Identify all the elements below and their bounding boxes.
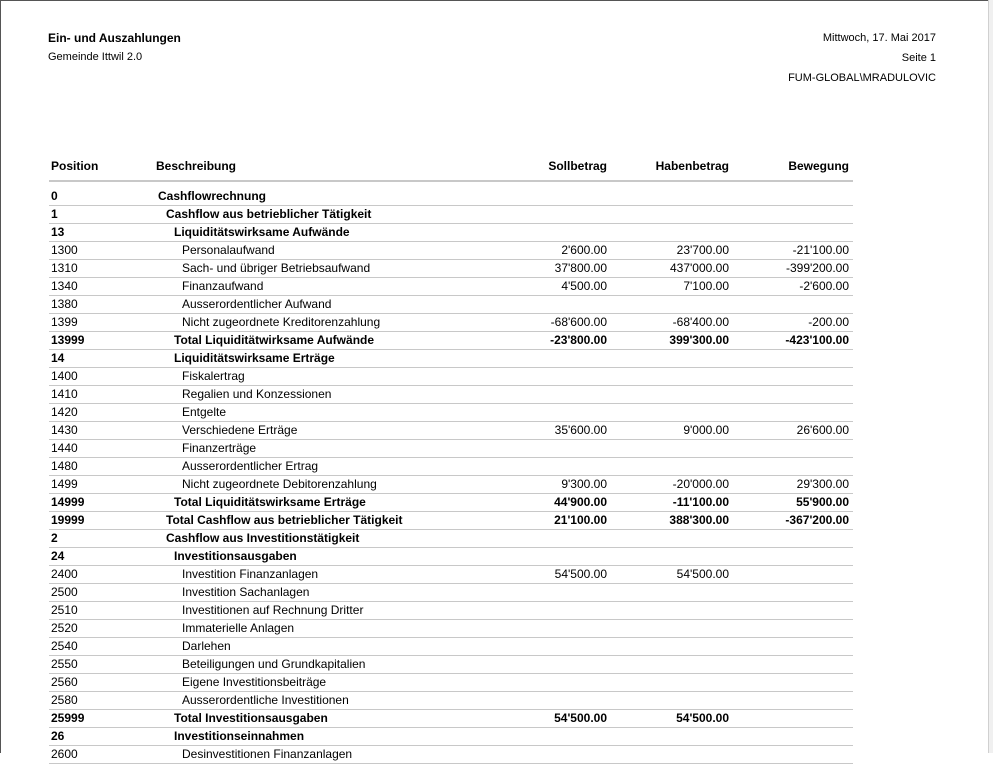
sollbetrag-cell (489, 368, 611, 386)
position-cell: 19999 (49, 512, 154, 530)
position-cell: 14 (49, 350, 154, 368)
table-row (49, 710, 853, 728)
habenbetrag-cell (611, 620, 733, 638)
sollbetrag-cell: 4'500.00 (489, 278, 611, 296)
page-number: Seite 1 (901, 52, 936, 64)
position-cell: 2520 (49, 620, 154, 638)
bewegung-cell (733, 458, 853, 476)
description-text: Fiskalertrag (182, 369, 245, 383)
description-cell (154, 602, 489, 620)
habenbetrag-cell: 9'000.00 (611, 422, 733, 440)
table-row (49, 278, 853, 296)
description-cell (154, 386, 489, 404)
habenbetrag-cell: 54'500.00 (611, 566, 733, 584)
habenbetrag-cell (611, 584, 733, 602)
description-cell (154, 224, 489, 242)
habenbetrag-cell (611, 602, 733, 620)
position-cell: 25999 (49, 710, 154, 728)
bewegung-cell (733, 746, 853, 764)
position-cell: 2550 (49, 656, 154, 674)
description-text: Cashflowrechnung (158, 189, 267, 203)
habenbetrag-cell (611, 530, 733, 548)
table-row (49, 350, 853, 368)
description-text: Total Cashflow aus betrieblicher Tätigkeit (166, 513, 403, 527)
table-body (49, 181, 853, 764)
table-row (49, 620, 853, 638)
habenbetrag-cell (611, 458, 733, 476)
sollbetrag-cell (489, 656, 611, 674)
column-header-sollbetrag: Sollbetrag (489, 151, 611, 181)
description-text: Investition Sachanlagen (182, 585, 310, 599)
habenbetrag-cell: 399'300.00 (611, 332, 733, 350)
description-cell (154, 206, 489, 224)
table-row (49, 692, 853, 710)
table-row (49, 674, 853, 692)
position-cell: 1399 (49, 314, 154, 332)
description-text: Cashflow aus betrieblicher Tätigkeit (166, 207, 372, 221)
position-cell: 0 (49, 188, 154, 206)
table-row (49, 386, 853, 404)
sollbetrag-cell (489, 584, 611, 602)
bewegung-cell (733, 638, 853, 656)
description-cell (154, 620, 489, 638)
description-cell (154, 368, 489, 386)
description-cell (154, 242, 489, 260)
table-row (49, 584, 853, 602)
habenbetrag-cell: -68'400.00 (611, 314, 733, 332)
habenbetrag-cell: 388'300.00 (611, 512, 733, 530)
sollbetrag-cell (489, 692, 611, 710)
position-cell: 24 (49, 548, 154, 566)
position-cell: 2560 (49, 674, 154, 692)
habenbetrag-cell (611, 404, 733, 422)
position-cell: 13999 (49, 332, 154, 350)
description-cell (154, 512, 489, 530)
position-cell: 1310 (49, 260, 154, 278)
table-row (49, 206, 853, 224)
position-cell: 26 (49, 728, 154, 746)
habenbetrag-cell (611, 674, 733, 692)
column-header-beschreibung: Beschreibung (154, 151, 489, 181)
sollbetrag-cell (489, 530, 611, 548)
bewegung-cell (733, 728, 853, 746)
description-cell (154, 566, 489, 584)
description-text: Finanzaufwand (182, 279, 264, 293)
table-row (49, 530, 853, 548)
column-header-habenbetrag: Habenbetrag (611, 151, 733, 181)
sollbetrag-cell (489, 728, 611, 746)
description-text: Total Liquiditätswirksame Erträge (174, 495, 366, 509)
table-row (49, 566, 853, 584)
description-cell (154, 350, 489, 368)
sollbetrag-cell: 2'600.00 (489, 242, 611, 260)
bewegung-cell: -367'200.00 (733, 512, 853, 530)
table-row (49, 746, 853, 764)
bewegung-cell (733, 404, 853, 422)
habenbetrag-cell (611, 692, 733, 710)
habenbetrag-cell (611, 386, 733, 404)
bewegung-cell: -423'100.00 (733, 332, 853, 350)
description-cell (154, 188, 489, 206)
bewegung-cell (733, 224, 853, 242)
description-text: Total Investitionsausgaben (174, 711, 328, 725)
description-cell (154, 530, 489, 548)
table-row (49, 224, 853, 242)
bewegung-cell: -200.00 (733, 314, 853, 332)
report-user: FUM-GLOBAL\MRADULOVIC (788, 72, 936, 84)
bewegung-cell (733, 440, 853, 458)
description-cell (154, 440, 489, 458)
description-text: Ausserordentlicher Ertrag (182, 459, 319, 473)
description-cell (154, 476, 489, 494)
description-text: Finanzerträge (182, 441, 257, 455)
position-cell: 2510 (49, 602, 154, 620)
position-cell: 1420 (49, 404, 154, 422)
report-date: Mittwoch, 17. Mai 2017 (822, 32, 936, 44)
sollbetrag-cell (489, 404, 611, 422)
description-text: Ausserordentlicher Aufwand (182, 297, 332, 311)
table-row (49, 404, 853, 422)
position-cell: 13 (49, 224, 154, 242)
bewegung-cell: -399'200.00 (733, 260, 853, 278)
position-cell: 1410 (49, 386, 154, 404)
description-cell (154, 584, 489, 602)
description-text: Nicht zugeordnete Debitorenzahlung (182, 477, 377, 491)
spacer-cell (49, 181, 853, 188)
description-text: Personalaufwand (182, 243, 275, 257)
position-cell: 2400 (49, 566, 154, 584)
table-row (49, 332, 853, 350)
description-text: Sach- und übriger Betriebsaufwand (182, 261, 371, 275)
sollbetrag-cell (489, 440, 611, 458)
table-row (49, 368, 853, 386)
bewegung-cell (733, 584, 853, 602)
description-text: Liquiditätswirksame Erträge (174, 351, 335, 365)
bewegung-cell (733, 620, 853, 638)
bewegung-cell (733, 692, 853, 710)
sollbetrag-cell: -23'800.00 (489, 332, 611, 350)
report-title: Ein- und Auszahlungen (48, 31, 181, 45)
bewegung-cell (733, 674, 853, 692)
description-cell (154, 332, 489, 350)
sollbetrag-cell: 9'300.00 (489, 476, 611, 494)
position-cell: 1499 (49, 476, 154, 494)
sollbetrag-cell (489, 224, 611, 242)
description-text: Beteiligungen und Grundkapitalien (182, 657, 366, 671)
description-text: Entgelte (182, 405, 227, 419)
sollbetrag-cell (489, 350, 611, 368)
sollbetrag-cell: -68'600.00 (489, 314, 611, 332)
column-header-position: Position (49, 151, 154, 181)
column-header-bewegung: Bewegung (733, 151, 853, 181)
table-row (49, 242, 853, 260)
habenbetrag-cell (611, 206, 733, 224)
description-cell (154, 638, 489, 656)
table-row (49, 422, 853, 440)
position-cell: 2600 (49, 746, 154, 764)
position-cell: 2540 (49, 638, 154, 656)
description-text: Liquiditätswirksame Aufwände (174, 225, 350, 239)
description-cell (154, 296, 489, 314)
description-cell (154, 458, 489, 476)
description-text: Cashflow aus Investitionstätigkeit (166, 531, 360, 545)
position-cell: 14999 (49, 494, 154, 512)
description-cell (154, 278, 489, 296)
report-subtitle: Gemeinde Ittwil 2.0 (48, 51, 143, 63)
bewegung-cell (733, 656, 853, 674)
habenbetrag-cell (611, 548, 733, 566)
table-row (49, 656, 853, 674)
habenbetrag-cell (611, 746, 733, 764)
bewegung-cell (733, 548, 853, 566)
table-header-row (49, 151, 853, 181)
habenbetrag-cell: 7'100.00 (611, 278, 733, 296)
habenbetrag-cell (611, 656, 733, 674)
sollbetrag-cell (489, 458, 611, 476)
habenbetrag-cell (611, 638, 733, 656)
description-text: Nicht zugeordnete Kreditorenzahlung (182, 315, 381, 329)
table-row (49, 188, 853, 206)
sollbetrag-cell (489, 674, 611, 692)
sollbetrag-cell: 21'100.00 (489, 512, 611, 530)
table-row (49, 440, 853, 458)
bewegung-cell (733, 350, 853, 368)
habenbetrag-cell: -20'000.00 (611, 476, 733, 494)
habenbetrag-cell (611, 350, 733, 368)
bewegung-cell: 29'300.00 (733, 476, 853, 494)
position-cell: 1430 (49, 422, 154, 440)
habenbetrag-cell: -11'100.00 (611, 494, 733, 512)
description-text: Investition Finanzanlagen (182, 567, 319, 581)
habenbetrag-cell (611, 224, 733, 242)
bewegung-cell (733, 386, 853, 404)
table-row (49, 314, 853, 332)
bewegung-cell (733, 296, 853, 314)
sollbetrag-cell (489, 296, 611, 314)
description-text: Darlehen (182, 639, 231, 653)
description-cell (154, 422, 489, 440)
sollbetrag-cell (489, 386, 611, 404)
sollbetrag-cell (489, 188, 611, 206)
sollbetrag-cell: 54'500.00 (489, 710, 611, 728)
table-row (49, 458, 853, 476)
habenbetrag-cell (611, 368, 733, 386)
header-spacer (49, 181, 853, 188)
habenbetrag-cell (611, 728, 733, 746)
description-cell (154, 314, 489, 332)
description-cell (154, 674, 489, 692)
position-cell: 1 (49, 206, 154, 224)
habenbetrag-cell (611, 188, 733, 206)
position-cell: 1400 (49, 368, 154, 386)
bewegung-cell (733, 188, 853, 206)
habenbetrag-cell: 23'700.00 (611, 242, 733, 260)
description-cell (154, 404, 489, 422)
sollbetrag-cell: 37'800.00 (489, 260, 611, 278)
habenbetrag-cell (611, 296, 733, 314)
description-text: Ausserordentliche Investitionen (182, 693, 349, 707)
description-text: Investitionsausgaben (174, 549, 297, 563)
description-text: Eigene Investitionsbeiträge (182, 675, 327, 689)
sollbetrag-cell (489, 638, 611, 656)
bewegung-cell: -21'100.00 (733, 242, 853, 260)
bewegung-cell (733, 710, 853, 728)
sollbetrag-cell (489, 206, 611, 224)
table-row (49, 602, 853, 620)
description-cell (154, 692, 489, 710)
habenbetrag-cell: 437'000.00 (611, 260, 733, 278)
table-row (49, 512, 853, 530)
bewegung-cell (733, 602, 853, 620)
description-text: Investitionseinnahmen (174, 729, 305, 743)
table-row (49, 548, 853, 566)
description-cell (154, 710, 489, 728)
sollbetrag-cell (489, 548, 611, 566)
report-table (49, 151, 853, 764)
description-cell (154, 746, 489, 764)
position-cell: 1300 (49, 242, 154, 260)
sollbetrag-cell (489, 746, 611, 764)
bewegung-cell: 26'600.00 (733, 422, 853, 440)
position-cell: 1380 (49, 296, 154, 314)
description-text: Desinvestitionen Finanzanlagen (182, 747, 353, 761)
sollbetrag-cell: 54'500.00 (489, 566, 611, 584)
description-text: Investitionen auf Rechnung Dritter (182, 603, 364, 617)
sollbetrag-cell: 44'900.00 (489, 494, 611, 512)
bewegung-cell (733, 566, 853, 584)
habenbetrag-cell (611, 440, 733, 458)
bewegung-cell (733, 530, 853, 548)
table-row (49, 494, 853, 512)
position-cell: 1340 (49, 278, 154, 296)
description-cell (154, 656, 489, 674)
sollbetrag-cell: 35'600.00 (489, 422, 611, 440)
table-row (49, 260, 853, 278)
description-text: Regalien und Konzessionen (182, 387, 332, 401)
sollbetrag-cell (489, 602, 611, 620)
description-text: Total Liquiditätwirksame Aufwände (174, 333, 375, 347)
habenbetrag-cell: 54'500.00 (611, 710, 733, 728)
description-text: Immaterielle Anlagen (182, 621, 295, 635)
description-text: Verschiedene Erträge (182, 423, 298, 437)
position-cell: 2500 (49, 584, 154, 602)
position-cell: 2 (49, 530, 154, 548)
table-row (49, 638, 853, 656)
description-cell (154, 494, 489, 512)
position-cell: 1440 (49, 440, 154, 458)
position-cell: 1480 (49, 458, 154, 476)
description-cell (154, 728, 489, 746)
bewegung-cell: 55'900.00 (733, 494, 853, 512)
bewegung-cell (733, 368, 853, 386)
description-cell (154, 260, 489, 278)
vertical-scrollbar[interactable] (988, 0, 993, 753)
table-row (49, 728, 853, 746)
position-cell: 2580 (49, 692, 154, 710)
bewegung-cell: -2'600.00 (733, 278, 853, 296)
sollbetrag-cell (489, 620, 611, 638)
bewegung-cell (733, 206, 853, 224)
table-row (49, 296, 853, 314)
description-cell (154, 548, 489, 566)
table-row (49, 476, 853, 494)
